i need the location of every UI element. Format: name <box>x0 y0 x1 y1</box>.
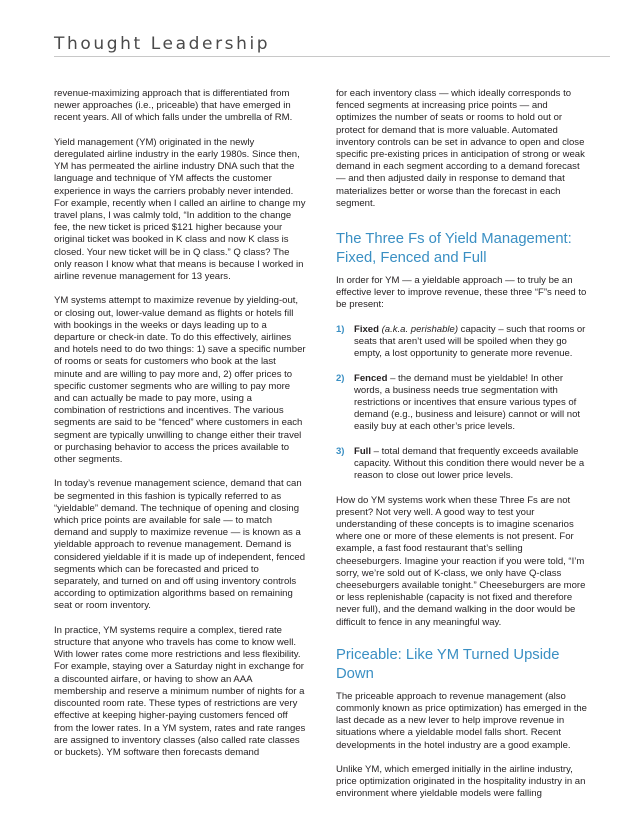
header-divider <box>54 56 610 57</box>
page-header-title: Thought Leadership <box>54 34 271 54</box>
list-number: 2) <box>336 372 345 384</box>
list-item <box>336 446 590 483</box>
list-text <box>354 324 590 361</box>
paragraph: In today’s revenue management science, demand that can be segmented in this fashion is typically referred to as “yieldable” demand. The technique of opening and closing which price points are available for sale — to match demand and supply to maximize revenue — is known as a yieldable approach to revenue management. Demand is considered yieldable if it is made up of independent, fenced segments which can be forecasted and priced to separately, and turned on and off using inventory controls according to optimization algorithms based on remaining seat or room inventory. <box>54 478 306 612</box>
list-term: Fenced <box>354 372 388 384</box>
list-body: capacity – such that rooms or seats that aren’t used will be spoiled when they go empty, a lost opportunity to generate more revenue. <box>354 323 586 360</box>
list-number: 1) <box>336 323 345 335</box>
list-aside: (a.k.a. perishable) <box>378 323 459 335</box>
list-body: – total demand that frequently exceeds available capacity. Without this condition there would never be a reason to close out lower price levels. <box>354 445 585 482</box>
list-item <box>336 373 590 434</box>
paragraph: In order for YM — a yieldable approach — to truly be an effective lever to improve revenue, these three “F”s need to be present: <box>336 275 587 311</box>
paragraph: Unlike YM, which emerged initially in the airline industry, price optimization originated in the hospitality industry in an environment where yieldable models were falling <box>336 764 586 800</box>
list-text <box>354 446 590 483</box>
paragraph: The priceable approach to revenue management (also commonly known as price optimization) has emerged in the last decade as a new lever to help improve revenue in situations where a yieldable model falls short. Recent developments in the hotel industry are a good example. <box>336 690 587 751</box>
paragraph: Yield management (YM) originated in the newly deregulated airline industry in the early 1980s. Since then, YM has permeated the airline industry DNA such that the language and technique of YM affects the customer experience in ways the carriers probably never intended. For example, recently when I called an airline to change my travel plans, I was calmly told, “In addition to the change fee, the new ticket is priced $121 higher because your original ticket was booked in K class and now K class is closed. Your new ticket will be in Q class.” Q class? The only reason I know what that means is because I worked in airline revenue management for 13 years. <box>54 136 306 283</box>
right-column <box>336 88 590 813</box>
list-term: Full <box>354 445 371 457</box>
three-fs-list <box>336 324 590 483</box>
list-item <box>336 324 590 361</box>
list-body: – the demand must be yieldable! In other words, a business needs true segmentation with restrictions or incentives that ensure various types of demand (e.g., business and leisure) cannot or will not easily buy at each other’s price levels. <box>354 372 581 433</box>
paragraph: revenue-maximizing approach that is differentiated from newer approaches (i.e., priceable) that have emerged in recent years. All of which falls under the umbrella of RM. <box>54 88 293 124</box>
paragraph: In practice, YM systems require a complex, tiered rate structure that anyone who travels has come to know well. With lower rates come more restrictions and less flexibility. For example, staying over a Saturday night in exchange for a discounted airfare, or having to show an AAA membership and reserve a minimum number of nights for a discounted room rate. These types of restrictions are very effective at keeping higher-paying customers fenced off from the lower rates. In a YM system, rates and rate ranges are assigned to inventory classes (also called rate classes or buckets). YM software then forecasts demand <box>54 624 306 758</box>
left-column <box>54 88 306 771</box>
paragraph: How do YM systems work when these Three Fs are not present? Not very well. A good way to test your understanding of these concepts is to imagine scenarios where one or more of these elements is not present. For example, a fast food restaurant that’s selling cheeseburgers. Imagine your reaction if you were told, “I’m sorry, we’re sold out of K-class, we only have Q-class cheeseburgers available tonight.” Cheeseburgers are more or less replenishable (capacity is not fixed and therefore never full), and the demand walking in the door would be difficult to fence in any meaningful way. <box>336 494 586 628</box>
list-term: Fixed <box>354 323 379 335</box>
paragraph: YM systems attempt to maximize revenue by yielding-out, or closing out, lower-value demand as flights or hotels fill with bookings in the weeks or days leading up to a departure or check-in date. To do this effectively, airlines and hotels need to do two things: 1) save a specific number of rooms or seats for customers who book at the last minute and are willing to pay more and, 2) offer prices to specific customer segments who are willing to pay more and can actually be made to pay more, using a combination of restrictions and incentives. The various segments are said to be “fenced” where customers in each segment are typically unwilling to change either their travel or purchasing behavior to access the prices available to other segments. <box>54 295 306 466</box>
list-text <box>354 373 590 434</box>
list-number: 3) <box>336 445 345 457</box>
section-heading-priceable: Priceable: Like YM Turned Upside Down <box>336 646 560 682</box>
paragraph: for each inventory class — which ideally corresponds to fenced segments at increasing price points — and optimizes the number of seats or rooms to hold out or protect for demand that is more valuable. Automated inventory controls can be set in advance to open and close specific pre-existing prices in anticipation of strong or weak demand in each segment according to a demand forecast — and then adjusted daily in response to demand that materializes better or worse than the forecast in each segment. <box>336 88 585 209</box>
section-heading-three-fs: The Three Fs of Yield Management: Fixed, Fenced and Full <box>336 231 572 267</box>
